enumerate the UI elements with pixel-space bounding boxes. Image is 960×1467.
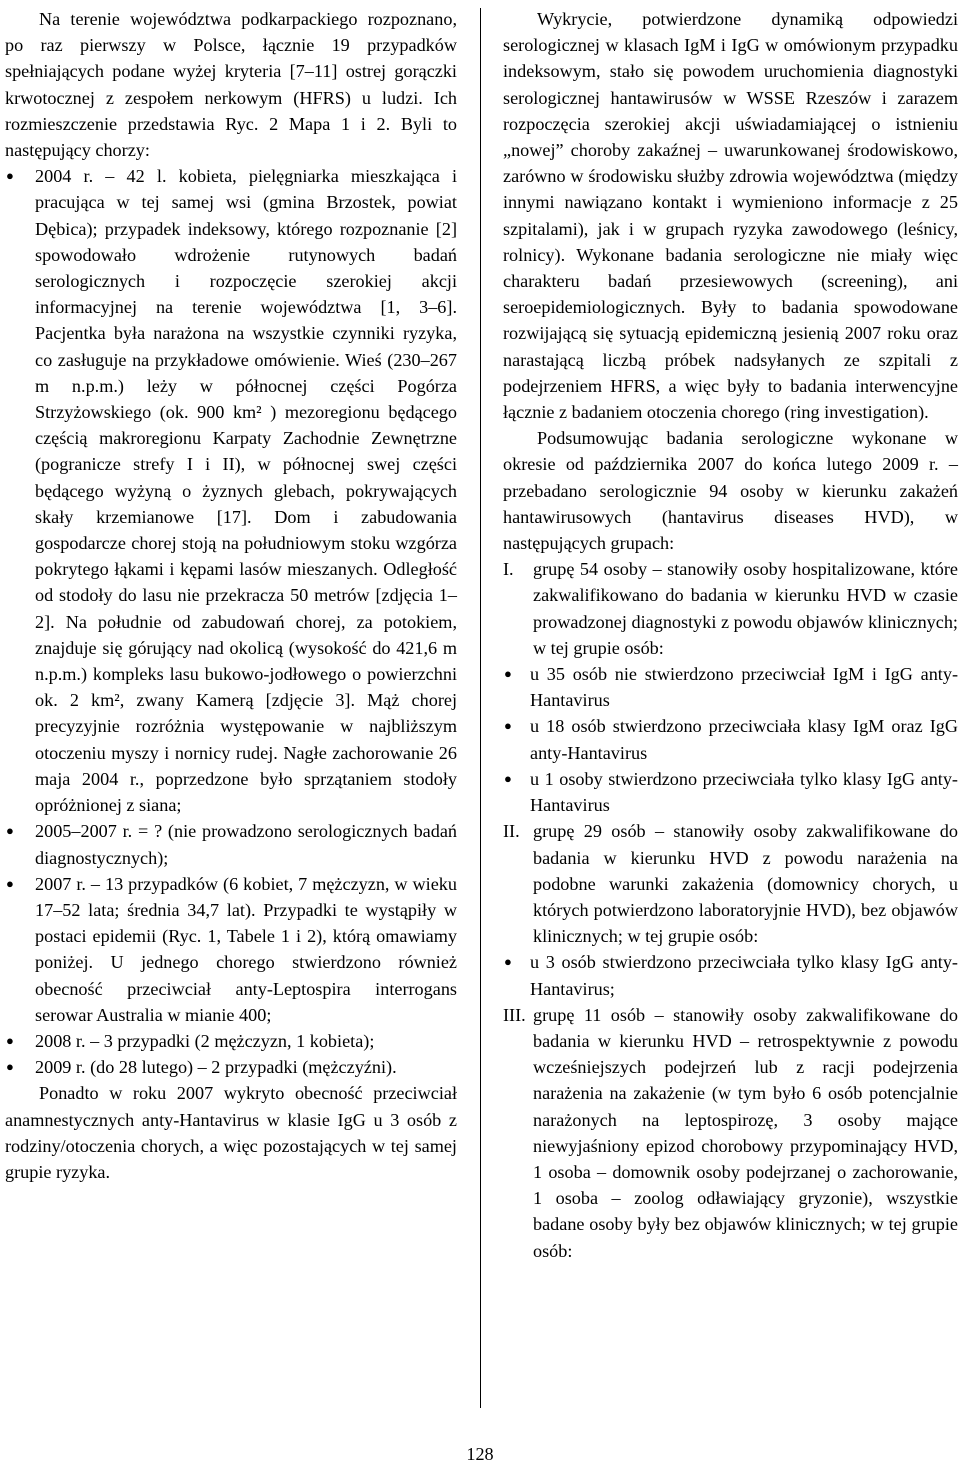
group-1-result: ● u 35 osób nie stwierdzono przeciwciał IgM i IgG anty-Hantavirus (503, 661, 958, 713)
case-2007: ● 2007 r. – 13 przypadków (6 kobiet, 7 mężczyzn, w wieku 17–52 lata; średnia 34,7 lat). Przypadki te wystąpiły w postaci epidemii (Ryc. 1, Tabele 1 i 2), którą omawiamy poniżej. U jednego chorego stwierdzono również obecność przeciwciał anty-Leptospira interrogans serowar Australia w mianie 400; (5, 871, 457, 1028)
intro-paragraph: Na terenie województwa podkarpackiego rozpoznano, po raz pierwszy w Polsce, łącznie 19 przypadków spełniających podane wyżej kryteria [7–11] ostrej gorączki krwotocznej z zespołem nerkowym (HFRS) u ludzi. Ich rozmieszczenie przedstawia Ryc. 2 Mapa 1 i 2. Byli to następujący chorzy: (5, 9, 457, 161)
groups-list (503, 556, 958, 661)
group-2-result: ● u 3 osób stwierdzono przeciwciała tylko klasy IgG anty-Hantavirus; (503, 949, 958, 1001)
group-1 (503, 556, 958, 661)
group-3 (503, 1002, 958, 1264)
groups-list-2 (503, 818, 958, 949)
closing-paragraph: Ponadto w roku 2007 wykryto obecność przeciwciał anamnestycznych anty-Hantavirus w klasie IgG u 3 osób z rodziny/otoczenia chorych, a więc pozostających w tej samej grupie ryzyka. (5, 1083, 457, 1182)
left-column (5, 6, 457, 1185)
group-1-text: grupę 54 osoby – stanowiły osoby hospitalizowane, które zakwalifikowano do badania w kierunku HVD w czasie prowadzonej diagnostyki z powodu objawów klinicznych; w tej grupie osób: (533, 559, 958, 658)
page-number: 128 (466, 1444, 494, 1464)
group-2-results (503, 949, 958, 1001)
group-1-result: ● u 18 osób stwierdzono przeciwciała klasy IgM oraz IgG anty-Hantavirus (503, 713, 958, 765)
group-2-number: II. (503, 821, 520, 842)
group-2-text: grupę 29 osób – stanowiły osoby zakwalifikowane do badania w kierunku HVD z powodu narażenia na podobne warunki zakażenia (domownicy chorych, u których potwierdzono laboratoryjnie HVD), bez objawów klinicznych; w tej grupie osób: (533, 821, 958, 947)
group-1-results (503, 661, 958, 818)
case-2008: ● 2008 r. – 3 przypadki (2 mężczyzn, 1 kobieta); (5, 1028, 457, 1054)
summary-paragraph: Podsumowując badania serologiczne wykonane w okresie od października 2007 do końca lutego 2009 r. – przebadano serologicznie 94 osoby w kierunku zakażeń hantawirusowych (hantavirus diseases HVD), w następujących grupach: (503, 428, 958, 554)
groups-list-3 (503, 1002, 958, 1264)
case-2004: ● 2004 r. – 42 l. kobieta, pielęgniarka mieszkająca i pracująca w tej samej wsi (gmina Brzostek, powiat Dębica); przypadek indeksowy, którego rozpoznanie [2] spowodowało wdrożenie rutynowych badań serologicznych i rozpoczęcie szerokiej akcji informacyjnej na terenie województwa [1, 3–6]. Pacjentka była narażona na wszystkie czynniki ryzyka, co zasługuje na przykładowe omówienie. Wieś (230–267 m n.p.m.) leży w północnej części Pogórza Strzyżowskiego (ok. 900 km² ) mezoregionu będącego częścią makroregionu Karpaty Zachodnie Zewnętrzne (pogranicze strefy I i II), w północnej swej części będącego wyżyną o żyznych glebach, pokrywających skały krzemianowe [17]. Dom i zabudowania gospodarcze chorej stoją na południowym stoku wzgórza pokrytego łąkami i kępami lasów mieszanych. Odległość od stodoły do lasu nie przekracza 50 metrów [zdjęcia 1–2]. Na południe od zabudowań chorej, za potokiem, znajduje się górujący nad okolicą (wysokość do 421,6 m n.p.m.) kompleks lasu bukowo-jodłowego o powierzchni ok. 2 km², zwany Kamerą [zdjęcie 3]. Mąż chorej precyzyjnie rozróżnia występowanie w najbliższym otoczeniu myszy i nornicy rudej. Nagłe zachorowanie 26 maja 2004 r., poprzedzone było sprzątaniem stodoły opróżnionej z siana; (5, 163, 457, 818)
case-2005-2007: ● 2005–2007 r. = ? (nie prowadzono serologicznych badań diagnostycznych); (5, 818, 457, 870)
case-2009: ● 2009 r. (do 28 lutego) – 2 przypadki (mężczyźni). (5, 1054, 457, 1080)
group-2 (503, 818, 958, 949)
group-3-number: III. (503, 1004, 526, 1025)
group-3-text: grupę 11 osób – stanowiły osoby zakwalifikowane do badania w kierunku HVD – retrospektywnie z powodu wcześniejszych podejrzeń lub z racji podejrzenia narażenia na zakażenie (w tym było 6 osób potencjalnie narażonych na leptospirozę, 3 osoby mające niewyjaśniony epizod chorobowy przypominający HVD, 1 osoba – domownik osoby podejrzanej o zachorowanie, 1 osoba – zoolog odławiający gryzonie), wszystkie badane osoby były bez objawów klinicznych; w tej grupie osób: (533, 1004, 958, 1261)
column-divider (480, 8, 481, 1408)
group-1-result: ● u 1 osoby stwierdzono przeciwciała tylko klasy IgG anty-Hantavirus (503, 766, 958, 818)
detection-paragraph: Wykrycie, potwierdzone dynamiką odpowiedzi serologicznej w klasach IgM i IgG w omówionym przypadku indeksowym, stało się powodem uruchomienia diagnostyki serologicznej hantawirusów w WSSE Rzeszów i zarazem rozpoczęcia szerokiej akcji uświadamiającej o istnieniu „nowej” choroby zakaźnej – uwarunkowanej środowiskowo, zarówno w środowisku służby zdrowia województwa (między innymi nawiązano kontakt i wymieniono informacje z 25 szpitalami), jak i w grupach ryzyka zawodowego (leśnicy, rolnicy). Wykonane badania serologiczne nie miały więc charakteru badań przesiewowych (screening), ani seroepidemiologicznych. Były to badania spowodowane rozwijającą się sytuacją epidemiczną jesienią 2007 roku oraz narastającą liczbą próbek nadsyłanych ze szpitali z podejrzeniem HFRS, a więc były to badania interwencyjne łącznie z badaniem otoczenia chorego (ring investigation). (503, 9, 958, 423)
group-1-number: I. (503, 559, 514, 580)
right-column (503, 6, 958, 1264)
cases-list (5, 163, 457, 1080)
